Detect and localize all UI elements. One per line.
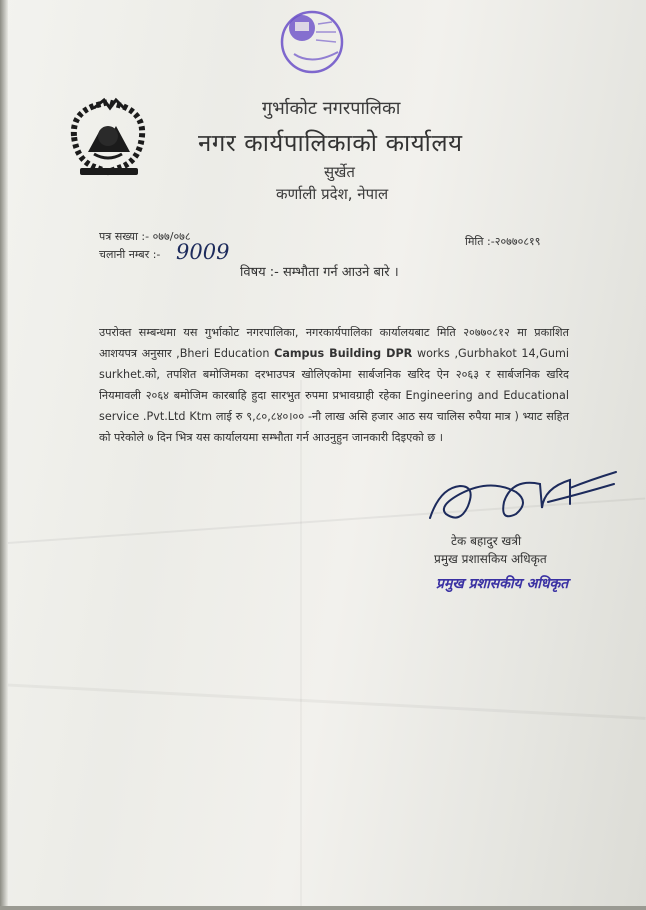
- office-title: नगर कार्यपालिकाको कार्यालय: [198, 129, 463, 157]
- letter-date: मिति :-२०७७०८१९: [465, 235, 541, 248]
- signatory-name: टेक बहादुर खत्री: [451, 534, 522, 548]
- reference-number: पत्र सख्या :- ०७७/०७८: [99, 230, 191, 243]
- letter-body: [99, 322, 569, 448]
- handwritten-signature: [420, 458, 620, 534]
- signatory-title: प्रमुख प्रशासकिय अधिकृत: [434, 552, 547, 566]
- office-seal-stamp: [272, 4, 358, 86]
- paper-shadow-edge: [0, 0, 8, 910]
- nepal-emblem-logo: [64, 96, 154, 182]
- dispatch-number-handwritten: 9009: [176, 240, 230, 264]
- municipality-name: गुर्भाकोट नगरपालिका: [262, 98, 401, 119]
- letter-subject: विषय :- सम्भौता गर्न आउने बारे ।: [240, 265, 399, 280]
- dispatch-label: चलानी नम्बर :-: [99, 248, 161, 261]
- paper-fold: [300, 380, 302, 910]
- body-part-2: works ,Gurbhakot 14,Gumi surkhet.को, तपशित बमोजिमका दरभाउपत्र खोलिएकोमा सार्बजनिक खरिद ऐन २०६३ र सार्बजनिक खरिद नियमावली २०६४ बमोजिम कारबाहि हुदा सारभुत रुपमा प्रभावग्राही रहेका Engineering and Educational service .Pvt.Ltd Ktm लाई रु ९,८०,८४०।०० -नौ लाख असि हजार आठ सय चालिस रुपैया मात्र ) भ्याट सहित को परेकोले ७ दिन भित्र यस कार्यालयमा सम्भौता गर्न आउनुहुन जानकारी दिइएको छ ।: [99, 347, 569, 444]
- district-name: सुर्खेत: [324, 163, 355, 181]
- officer-designation-stamp: प्रमुख प्रशासकीय अधिकृत: [436, 576, 569, 592]
- body-part-1: उपरोक्त सम्बन्धमा यस गुर्भाकोट नगरपालिका, नगरकार्यपालिका कार्यालयबाट मिति २०७७०८१२ मा प्रकाशित आशयपत्र अनुसार ,Bheri Education: [99, 326, 569, 360]
- body-bold-project: Campus Building DPR: [274, 347, 413, 360]
- province-name: कर्णाली प्रदेश, नेपाल: [276, 185, 389, 203]
- paper-fold: [0, 683, 645, 720]
- paper-bottom-edge: [0, 906, 646, 910]
